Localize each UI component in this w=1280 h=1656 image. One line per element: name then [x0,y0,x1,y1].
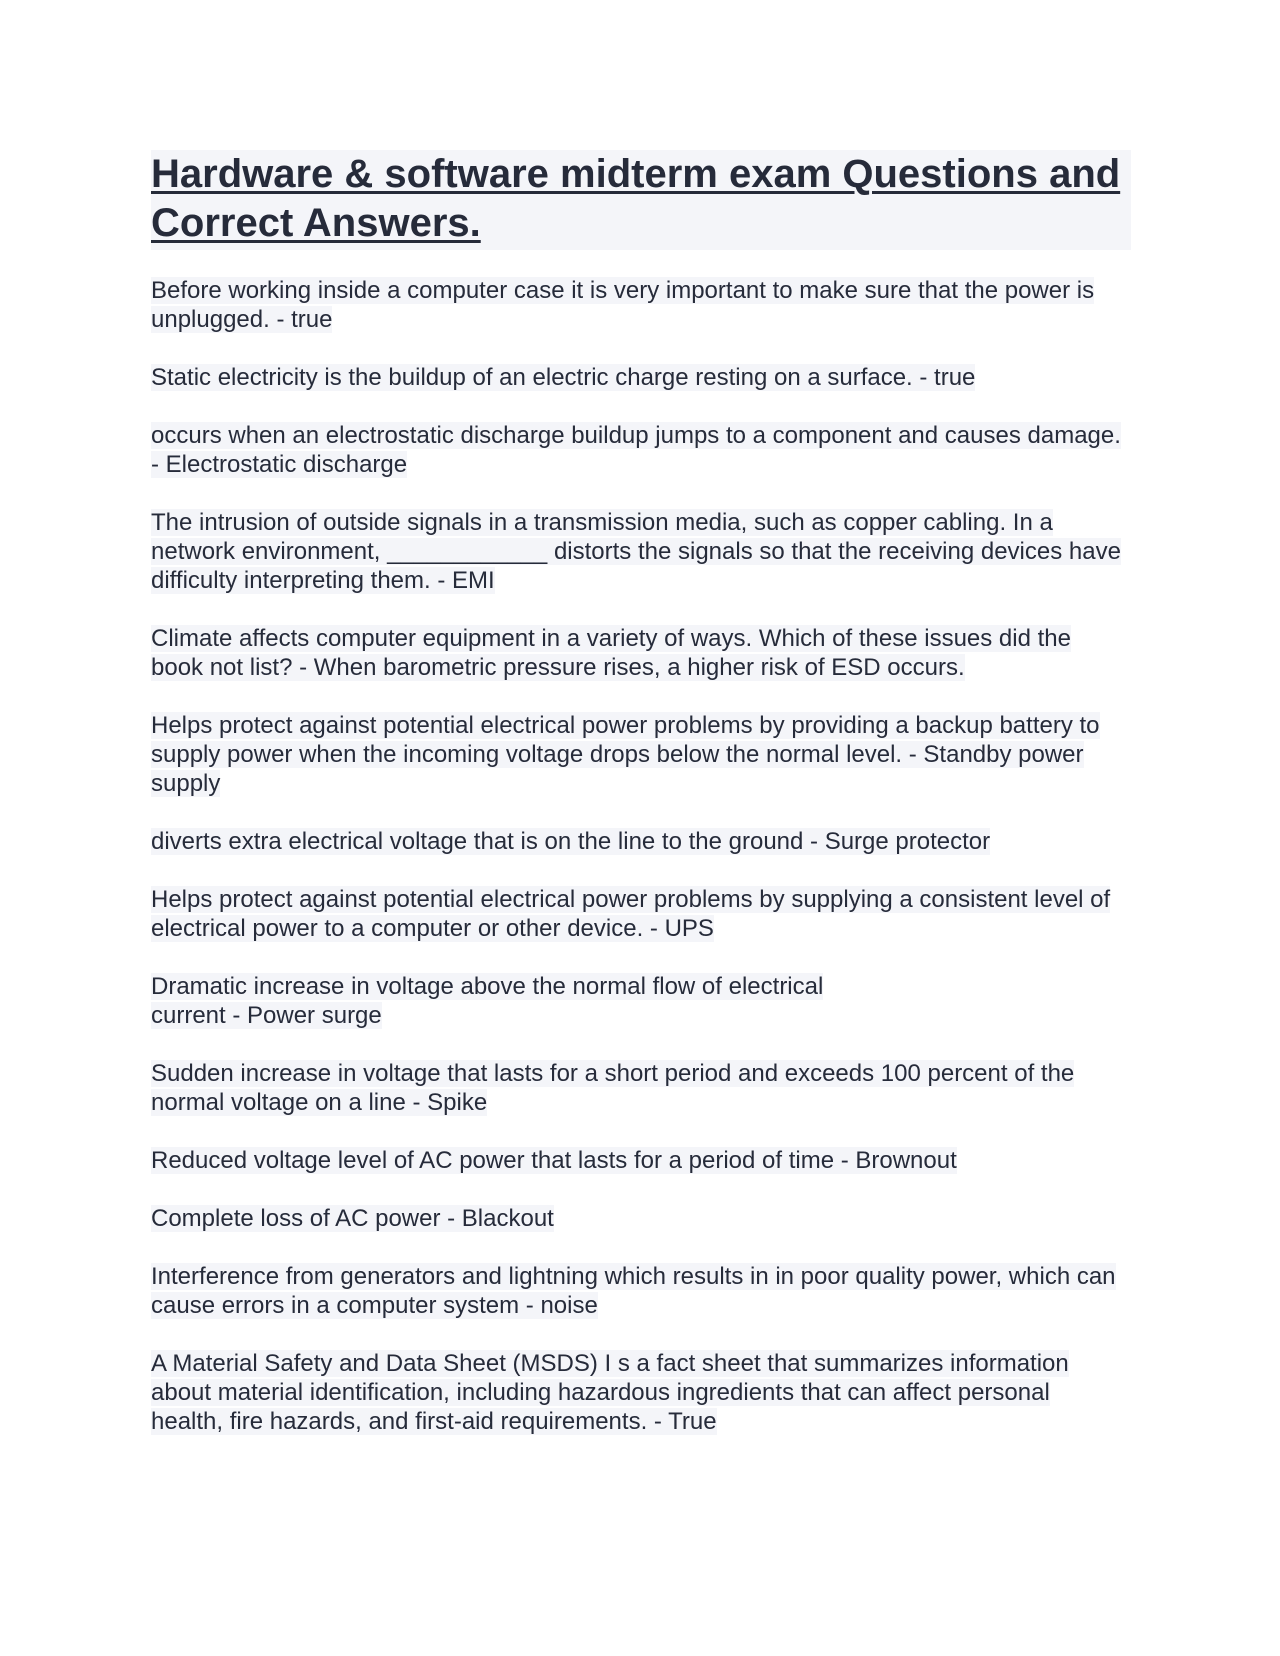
qa-item [151,1204,1131,1233]
qa-item [151,972,1131,1030]
qa-text: Helps protect against potential electrical power problems by supplying a consistent level of electrical power to a computer or other device. - UPS [151,886,1111,942]
qa-item [151,1146,1131,1175]
qa-text: Dramatic increase in voltage above the normal flow of electrical current - Power surge [151,973,824,1029]
document-title: Hardware & software midterm exam Questions and Correct Answers. [151,150,1131,250]
document-page [151,150,1131,1465]
qa-text: Static electricity is the buildup of an electric charge resting on a surface. - true [151,364,976,391]
qa-item [151,508,1131,595]
qa-item [151,1262,1131,1320]
qa-text: Complete loss of AC power - Blackout [151,1205,554,1232]
qa-item [151,363,1131,392]
qa-item [151,1059,1131,1117]
qa-item [151,1349,1131,1436]
qa-item [151,276,1131,334]
qa-text: Reduced voltage level of AC power that lasts for a period of time - Brownout [151,1147,957,1174]
qa-item [151,711,1131,798]
qa-item [151,421,1131,479]
qa-text: The intrusion of outside signals in a transmission media, such as copper cabling. In a network environment, ____________ distorts the signals so that the receiving devices have difficulty interpreting them. - EMI [151,509,1121,594]
qa-item [151,827,1131,856]
qa-list [151,276,1131,1436]
qa-text: occurs when an electrostatic discharge buildup jumps to a component and causes damage. - Electrostatic discharge [151,422,1121,478]
qa-text: Helps protect against potential electrical power problems by providing a backup battery to supply power when the incoming voltage drops below the normal level. - Standby power supply [151,712,1100,797]
qa-text: Before working inside a computer case it is very important to make sure that the power is unplugged. - true [151,277,1095,333]
qa-text: Sudden increase in voltage that lasts for a short period and exceeds 100 percent of the normal voltage on a line - Spike [151,1060,1075,1116]
qa-text: A Material Safety and Data Sheet (MSDS) I s a fact sheet that summarizes information about material identification, including hazardous ingredients that can affect personal health, fire hazards, and first-aid requirements. - True [151,1350,1069,1435]
qa-text: Interference from generators and lightning which results in in poor quality power, which can cause errors in a computer system - noise [151,1263,1116,1319]
qa-item [151,624,1131,682]
qa-item [151,885,1131,943]
qa-text: diverts extra electrical voltage that is on the line to the ground - Surge protector [151,828,991,855]
qa-text: Climate affects computer equipment in a variety of ways. Which of these issues did the book not list? - When barometric pressure rises, a higher risk of ESD occurs. [151,625,1071,681]
